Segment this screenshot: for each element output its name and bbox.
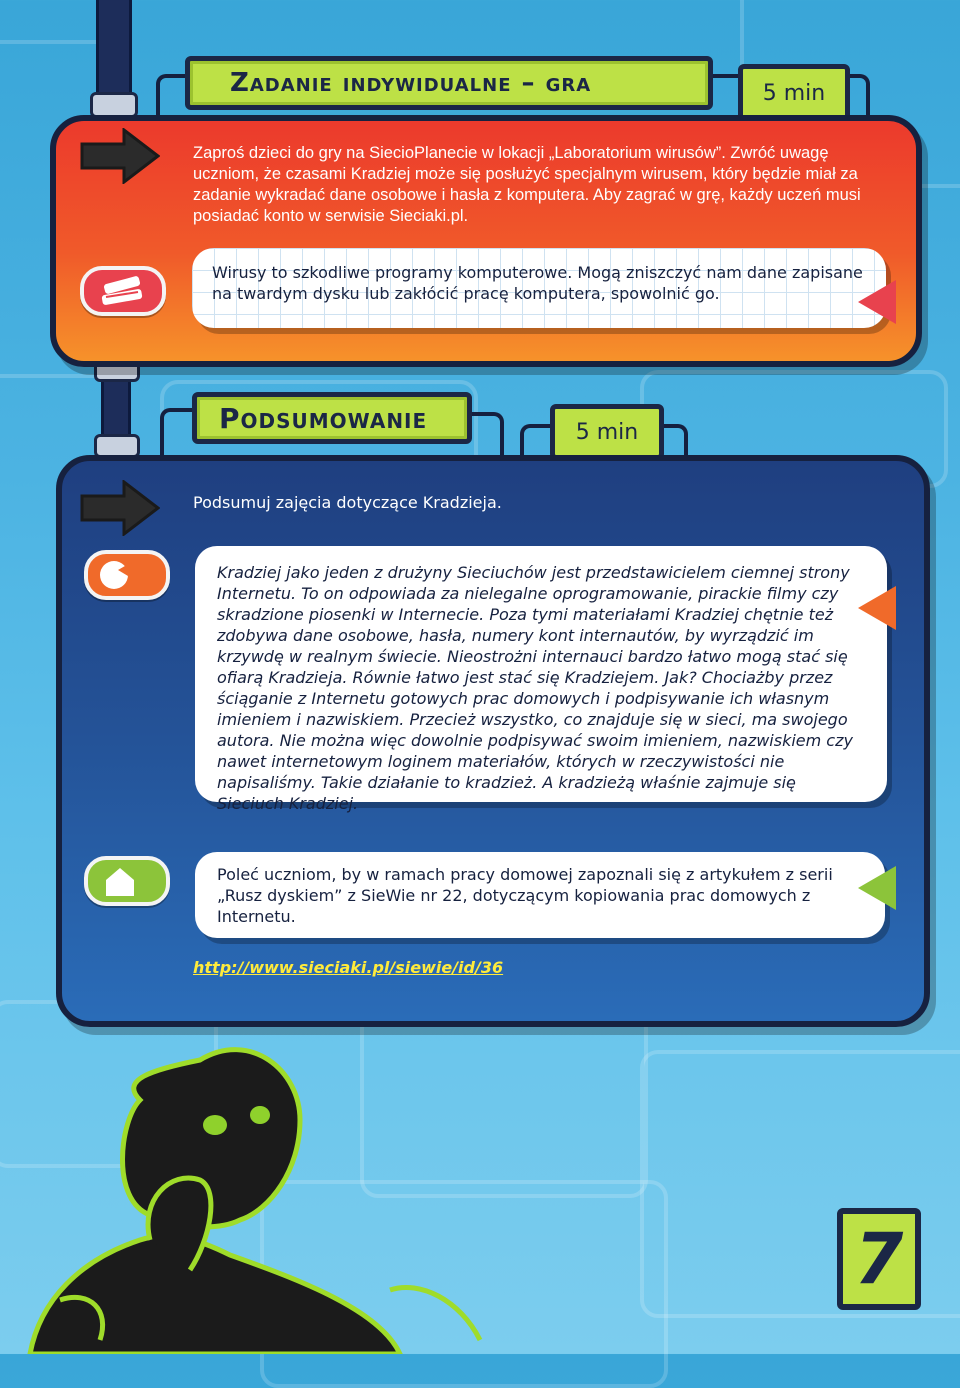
sieciaki-link[interactable]: http://www.sieciaki.pl/siewie/id/36 xyxy=(193,958,504,977)
section1-note xyxy=(192,248,886,328)
section2-time xyxy=(550,404,664,460)
page-number: 7 xyxy=(837,1208,921,1310)
section1-title xyxy=(185,56,713,110)
section1-time-text: 5 min xyxy=(762,80,826,106)
section2-homework-text: Poleć uczniom, by w ramach pracy domowej zapoznali się z artykułem z serii „Rusz dyskiem” z SieWie nr 22, dotyczącym kopiowania prac domowych z Internetu. xyxy=(217,865,833,926)
section2-story-note xyxy=(195,546,887,813)
arrow-right-icon xyxy=(80,480,160,536)
home-icon xyxy=(84,856,170,906)
section1-note-text: Wirusy to szkodliwe programy komputerowe. Mogą zniszczyć nam dane zapisane na twardym dysku lub zakłócić pracę komputera, spowolnić go. xyxy=(212,263,863,303)
section2-homework-note xyxy=(195,852,885,938)
section2-intro: Podsumuj zajęcia dotyczące Kradzieja. xyxy=(193,493,502,512)
section2-title-text: Podsumowanie xyxy=(219,401,428,435)
triangle-pointer-icon xyxy=(858,280,896,324)
section1-intro: Zaproś dzieci do gry na SiecioPlanecie w lokacji „Laboratorium wirusów”. Zwróć uwagę uczniom, że czasami Kradziej może się posłużyć specjalnym wirusem, który będzie miał za zadanie wykradać dane osobowe i hasła z komputera. Aby zagrać w grę, każdy uczeń musi posiadać konto w serwisie Sieciaki.pl. xyxy=(193,144,861,225)
section2-story-text: Kradziej jako jeden z drużyny Sieciuchów jest przedstawicielem ciemnej strony Internetu. To on odpowiada za nielegalne oprogramowanie, pirackie filmy czy skradzione piosenki w Internecie. Poza tymi materiałami Kradziej chętnie też zdobywa dane osobowe, hasła, numery kont internautów, by wyrządzić im krzywdę w realnym świecie. Nieostrożni internauci bardzo łatwo mogą stać się ofiarą Kradzieja. Równie łatwo jest stać się Kradziejem. Jak? Chociażby przez ściąganie z Internetu gotowych prac domowych i podpisywanie ich własnym imieniem i nazwiskiem. Przecież wszystko, co znajduje się w sieci, ma swojego autora. Nie można więc dowolnie podpisywać swoim imieniem, nazwiskiem czy nawet internetowym loginem materiałów, których w rzeczywistości nie napisaliśmy. Takie działanie to kradzież. A kradzieżą właśnie zajmuje się Sieciuch Kradziej. xyxy=(217,563,853,813)
speech-icon xyxy=(84,550,170,600)
section2-time-text: 5 min xyxy=(575,419,639,445)
arrow-right-icon xyxy=(80,128,160,184)
section2-title xyxy=(192,392,472,444)
kradziej-character xyxy=(0,1040,560,1354)
triangle-pointer-icon xyxy=(858,586,896,630)
section1-title-text: Zadanie indywidualne – gra xyxy=(230,68,592,98)
triangle-pointer-icon xyxy=(858,866,896,910)
books-icon xyxy=(80,266,166,316)
section1-time xyxy=(738,64,850,122)
